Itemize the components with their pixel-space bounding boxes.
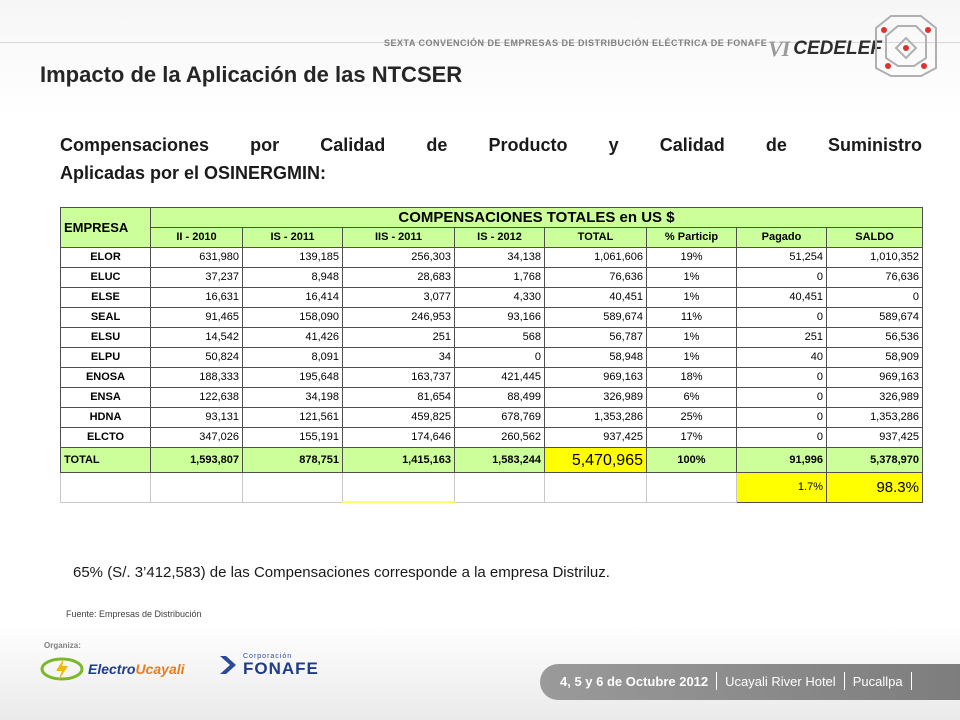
- company-name-cell: ENSA: [61, 388, 151, 408]
- company-name-cell: ENOSA: [61, 368, 151, 388]
- table-cell: 11%: [647, 308, 737, 328]
- table-cell: 14,542: [151, 328, 243, 348]
- compensations-table: [60, 207, 923, 503]
- table-cell: 81,654: [343, 388, 455, 408]
- table-cell: 58,948: [545, 348, 647, 368]
- table-cell: 1,353,286: [827, 408, 923, 428]
- table-cell: 56,787: [545, 328, 647, 348]
- table-cell: 251: [343, 328, 455, 348]
- table-row: [61, 428, 923, 448]
- subtitle-line-2: Aplicadas por el OSINERGMIN:: [60, 163, 327, 183]
- table-cell: 6%: [647, 388, 737, 408]
- company-name-cell: ELSU: [61, 328, 151, 348]
- table-cell: 8,948: [243, 268, 343, 288]
- event-date: 4, 5 y 6 de Octubre 2012: [560, 673, 709, 689]
- table-cell: 17%: [647, 428, 737, 448]
- share-row: [61, 473, 923, 503]
- table-cell: 1,061,606: [545, 248, 647, 268]
- fonafe-big: FONAFE: [243, 659, 319, 678]
- table-cell: 459,825: [343, 408, 455, 428]
- table-cell: 28,683: [343, 268, 455, 288]
- table-cell: 878,751: [243, 448, 343, 473]
- table-cell: 93,166: [455, 308, 545, 328]
- table-cell: 8,091: [243, 348, 343, 368]
- group-header: COMPENSACIONES TOTALES en US $: [151, 208, 923, 228]
- column-header: IIS - 2011: [343, 228, 455, 248]
- table-cell: 188,333: [151, 368, 243, 388]
- table-cell: 88,499: [455, 388, 545, 408]
- table-cell: 678,769: [455, 408, 545, 428]
- company-name-cell: ELUC: [61, 268, 151, 288]
- empty-cell: [343, 473, 455, 503]
- table-cell: 1%: [647, 328, 737, 348]
- separator: [844, 672, 845, 690]
- table-cell: 91,465: [151, 308, 243, 328]
- logo1-part1: Electro: [88, 661, 136, 677]
- total-label: TOTAL: [61, 448, 151, 473]
- table-row: [61, 268, 923, 288]
- table-row: [61, 388, 923, 408]
- table-cell: 260,562: [455, 428, 545, 448]
- pagado-share-cell: 1.7%: [737, 473, 827, 503]
- fonafe-logo: [218, 653, 319, 677]
- table-cell: 56,536: [827, 328, 923, 348]
- table-cell: 37,237: [151, 268, 243, 288]
- column-header: IS - 2012: [455, 228, 545, 248]
- empty-cell: [545, 473, 647, 503]
- separator: [911, 672, 912, 690]
- table-cell: 1,593,807: [151, 448, 243, 473]
- table-cell: 76,636: [827, 268, 923, 288]
- table-cell: 5,378,970: [827, 448, 923, 473]
- table-row: [61, 308, 923, 328]
- table-cell: 0: [737, 408, 827, 428]
- table-cell: 0: [737, 268, 827, 288]
- table-cell: 631,980: [151, 248, 243, 268]
- table-cell: 347,026: [151, 428, 243, 448]
- table-cell: 91,996: [737, 448, 827, 473]
- table-cell: 969,163: [545, 368, 647, 388]
- brand-logo: [768, 35, 882, 63]
- event-info: [560, 672, 920, 690]
- empty-cell: [151, 473, 243, 503]
- saldo-share-cell: 98.3%: [827, 473, 923, 503]
- brand-roman: VI: [768, 36, 790, 61]
- table-row: [61, 408, 923, 428]
- organiza-label: Organiza:: [44, 641, 81, 650]
- table-cell: 421,445: [455, 368, 545, 388]
- table-cell: 589,674: [545, 308, 647, 328]
- table-cell: 1,415,163: [343, 448, 455, 473]
- table-cell: 969,163: [827, 368, 923, 388]
- table-cell: 256,303: [343, 248, 455, 268]
- brand-name: CEDELEF: [793, 38, 882, 59]
- table-cell: 121,561: [243, 408, 343, 428]
- table-cell: 174,646: [343, 428, 455, 448]
- table-cell: 16,631: [151, 288, 243, 308]
- table-cell: 937,425: [827, 428, 923, 448]
- fonafe-wordmark: [243, 653, 319, 677]
- column-header: TOTAL: [545, 228, 647, 248]
- source-note: Fuente: Empresas de Distribución: [66, 609, 202, 619]
- event-emblem-icon: [866, 8, 946, 82]
- table-cell: 34: [343, 348, 455, 368]
- table-row: [61, 288, 923, 308]
- company-name-cell: ELCTO: [61, 428, 151, 448]
- table-cell: 51,254: [737, 248, 827, 268]
- table-row: [61, 328, 923, 348]
- table-cell: 40,451: [545, 288, 647, 308]
- event-city: Pucallpa: [852, 673, 903, 689]
- table-cell: 50,824: [151, 348, 243, 368]
- page-title: Impacto de la Aplicación de las NTCSER: [40, 62, 463, 87]
- table-cell: 158,090: [243, 308, 343, 328]
- table-cell: 0: [737, 388, 827, 408]
- fonafe-chevron-icon: [218, 654, 240, 676]
- table-cell: 1,353,286: [545, 408, 647, 428]
- column-header: % Particip: [647, 228, 737, 248]
- table-cell: 1,583,244: [455, 448, 545, 473]
- total-row: [61, 448, 923, 473]
- table-cell: 100%: [647, 448, 737, 473]
- table-row: [61, 348, 923, 368]
- company-name-cell: HDNA: [61, 408, 151, 428]
- empty-cell: [455, 473, 545, 503]
- table-cell: 326,989: [827, 388, 923, 408]
- table-cell: 58,909: [827, 348, 923, 368]
- table-cell: 568: [455, 328, 545, 348]
- section-subtitle: [60, 131, 922, 187]
- table-cell: 122,638: [151, 388, 243, 408]
- table-row: [61, 368, 923, 388]
- electro-ucayali-wordmark: [88, 661, 185, 677]
- table-cell: 163,737: [343, 368, 455, 388]
- table-cell: 1,010,352: [827, 248, 923, 268]
- logo1-part2: Ucayali: [135, 661, 185, 677]
- table-cell: 34,198: [243, 388, 343, 408]
- column-header: Pagado: [737, 228, 827, 248]
- empty-cell: [61, 473, 151, 503]
- table-cell: 589,674: [827, 308, 923, 328]
- table-cell: 41,426: [243, 328, 343, 348]
- table-cell: 0: [827, 288, 923, 308]
- company-name-cell: ELSE: [61, 288, 151, 308]
- table-cell: 25%: [647, 408, 737, 428]
- table-cell: 76,636: [545, 268, 647, 288]
- event-venue: Ucayali River Hotel: [725, 673, 836, 689]
- table-cell: 1,768: [455, 268, 545, 288]
- column-header: SALDO: [827, 228, 923, 248]
- separator: [716, 672, 717, 690]
- convention-title: SEXTA CONVENCIÓN DE EMPRESAS DE DISTRIBUCIÓN ELÉCTRICA DE FONAFE: [384, 38, 768, 48]
- table-cell: 1%: [647, 268, 737, 288]
- table-cell: 40,451: [737, 288, 827, 308]
- table-cell: 937,425: [545, 428, 647, 448]
- table-cell: 326,989: [545, 388, 647, 408]
- table-cell: 18%: [647, 368, 737, 388]
- table-cell: 246,953: [343, 308, 455, 328]
- table-cell: 93,131: [151, 408, 243, 428]
- fonafe-small: Corporación: [243, 653, 293, 660]
- distriluz-note: 65% (S/. 3’412,583) de las Compensaciones corresponde a la empresa Distriluz.: [73, 564, 610, 581]
- electro-ucayali-logo: [40, 655, 185, 683]
- company-name-cell: ELOR: [61, 248, 151, 268]
- column-header: IS - 2011: [243, 228, 343, 248]
- company-name-cell: SEAL: [61, 308, 151, 328]
- company-name-cell: ELPU: [61, 348, 151, 368]
- column-header: II - 2010: [151, 228, 243, 248]
- subtitle-line-1: Compensaciones por Calidad de Producto y Calidad de Suministro: [60, 135, 922, 155]
- table-cell: 251: [737, 328, 827, 348]
- table-cell: 16,414: [243, 288, 343, 308]
- empty-cell: [647, 473, 737, 503]
- grand-total-cell: 5,470,965: [545, 448, 647, 473]
- table-cell: 1%: [647, 288, 737, 308]
- table-cell: 4,330: [455, 288, 545, 308]
- table-cell: 3,077: [343, 288, 455, 308]
- company-column-header: EMPRESA: [61, 208, 151, 248]
- electro-ucayali-swoosh-icon: [40, 655, 84, 683]
- table-cell: 139,185: [243, 248, 343, 268]
- table-cell: 0: [737, 308, 827, 328]
- table-cell: 40: [737, 348, 827, 368]
- table-cell: 0: [737, 428, 827, 448]
- table-cell: 0: [455, 348, 545, 368]
- table-cell: 195,648: [243, 368, 343, 388]
- table-cell: 34,138: [455, 248, 545, 268]
- table-cell: 0: [737, 368, 827, 388]
- table-cell: 1%: [647, 348, 737, 368]
- table-cell: 19%: [647, 248, 737, 268]
- empty-cell: [243, 473, 343, 503]
- table-cell: 155,191: [243, 428, 343, 448]
- table-row: [61, 248, 923, 268]
